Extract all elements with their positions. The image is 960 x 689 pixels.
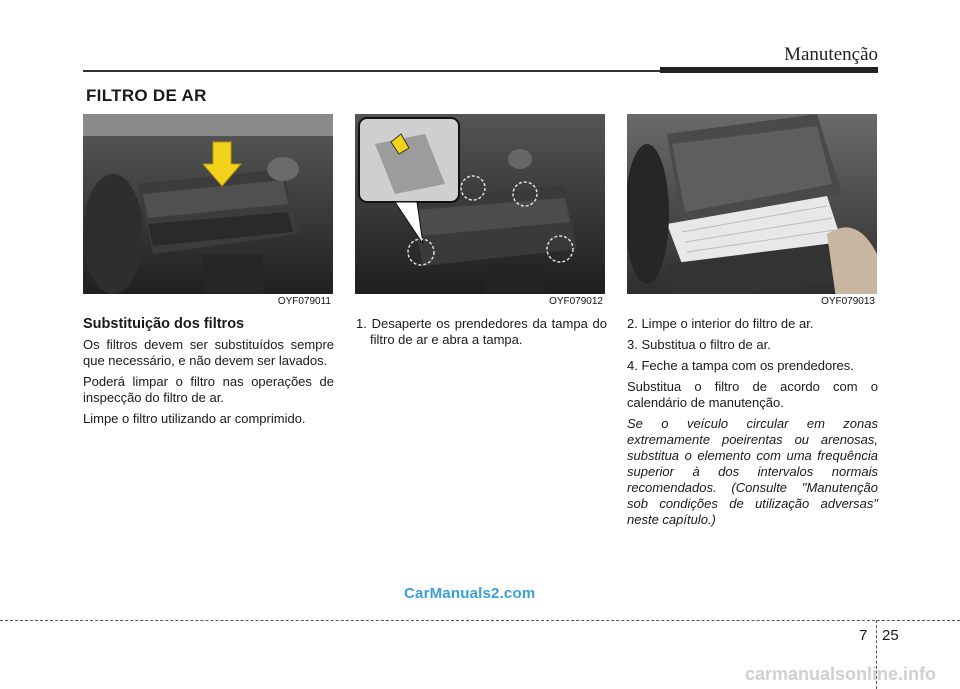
section-title: FILTRO DE AR [86, 86, 207, 105]
footer-site-watermark: carmanualsonline.info [745, 664, 937, 684]
page-number: 25 [882, 627, 899, 644]
step-4: 4. Feche a tampa com os prendedores. [627, 358, 854, 373]
step-1: 1. Desaperte os prendedores da tampa do filtro de ar e abra a tampa. [356, 316, 607, 347]
chapter-number: 7 [859, 627, 868, 644]
footer-divider [0, 620, 960, 621]
column-1 [83, 316, 334, 432]
figure-caption: OYF079013 [821, 296, 875, 306]
figure-engine-bay-arrow [83, 114, 333, 306]
engine-photo-2 [355, 114, 605, 306]
watermark-link[interactable]: CarManuals2.com [404, 585, 536, 602]
paragraph: Limpe o filtro utilizando ar comprimido. [83, 411, 306, 426]
engine-photo-1 [83, 114, 333, 306]
header-rule-accent [660, 67, 878, 73]
column-2 [356, 316, 607, 353]
column-3 [627, 316, 878, 533]
step-3: 3. Substitua o filtro de ar. [627, 337, 771, 352]
figure-caption: OYF079012 [549, 296, 603, 306]
subheading: Substituição dos filtros [83, 316, 245, 332]
paragraph: Os filtros devem ser substituídos sempre que necessário, e não devem ser lavados. [83, 337, 334, 368]
paragraph: Poderá limpar o filtro nas operações de inspecção do filtro de ar. [83, 374, 334, 405]
figure-caption: OYF079011 [277, 296, 331, 306]
engine-photo-3 [627, 114, 877, 306]
note: Se o veículo circular em zonas extremamente poeirentas ou arenosas, substitua o elemento com uma frequência superior à dos intervalos normais recomendados. (Consulte "Manutenção sob condições de utilização adversas" neste capítulo.) [627, 416, 878, 527]
paragraph: Substitua o filtro de acordo com o calendário de manutenção. [627, 379, 878, 410]
step-2: 2. Limpe o interior do filtro de ar. [627, 316, 814, 331]
figure-clip-release [355, 114, 605, 306]
figure-filter-element [627, 114, 877, 306]
chapter-title: Manutenção [784, 44, 878, 65]
